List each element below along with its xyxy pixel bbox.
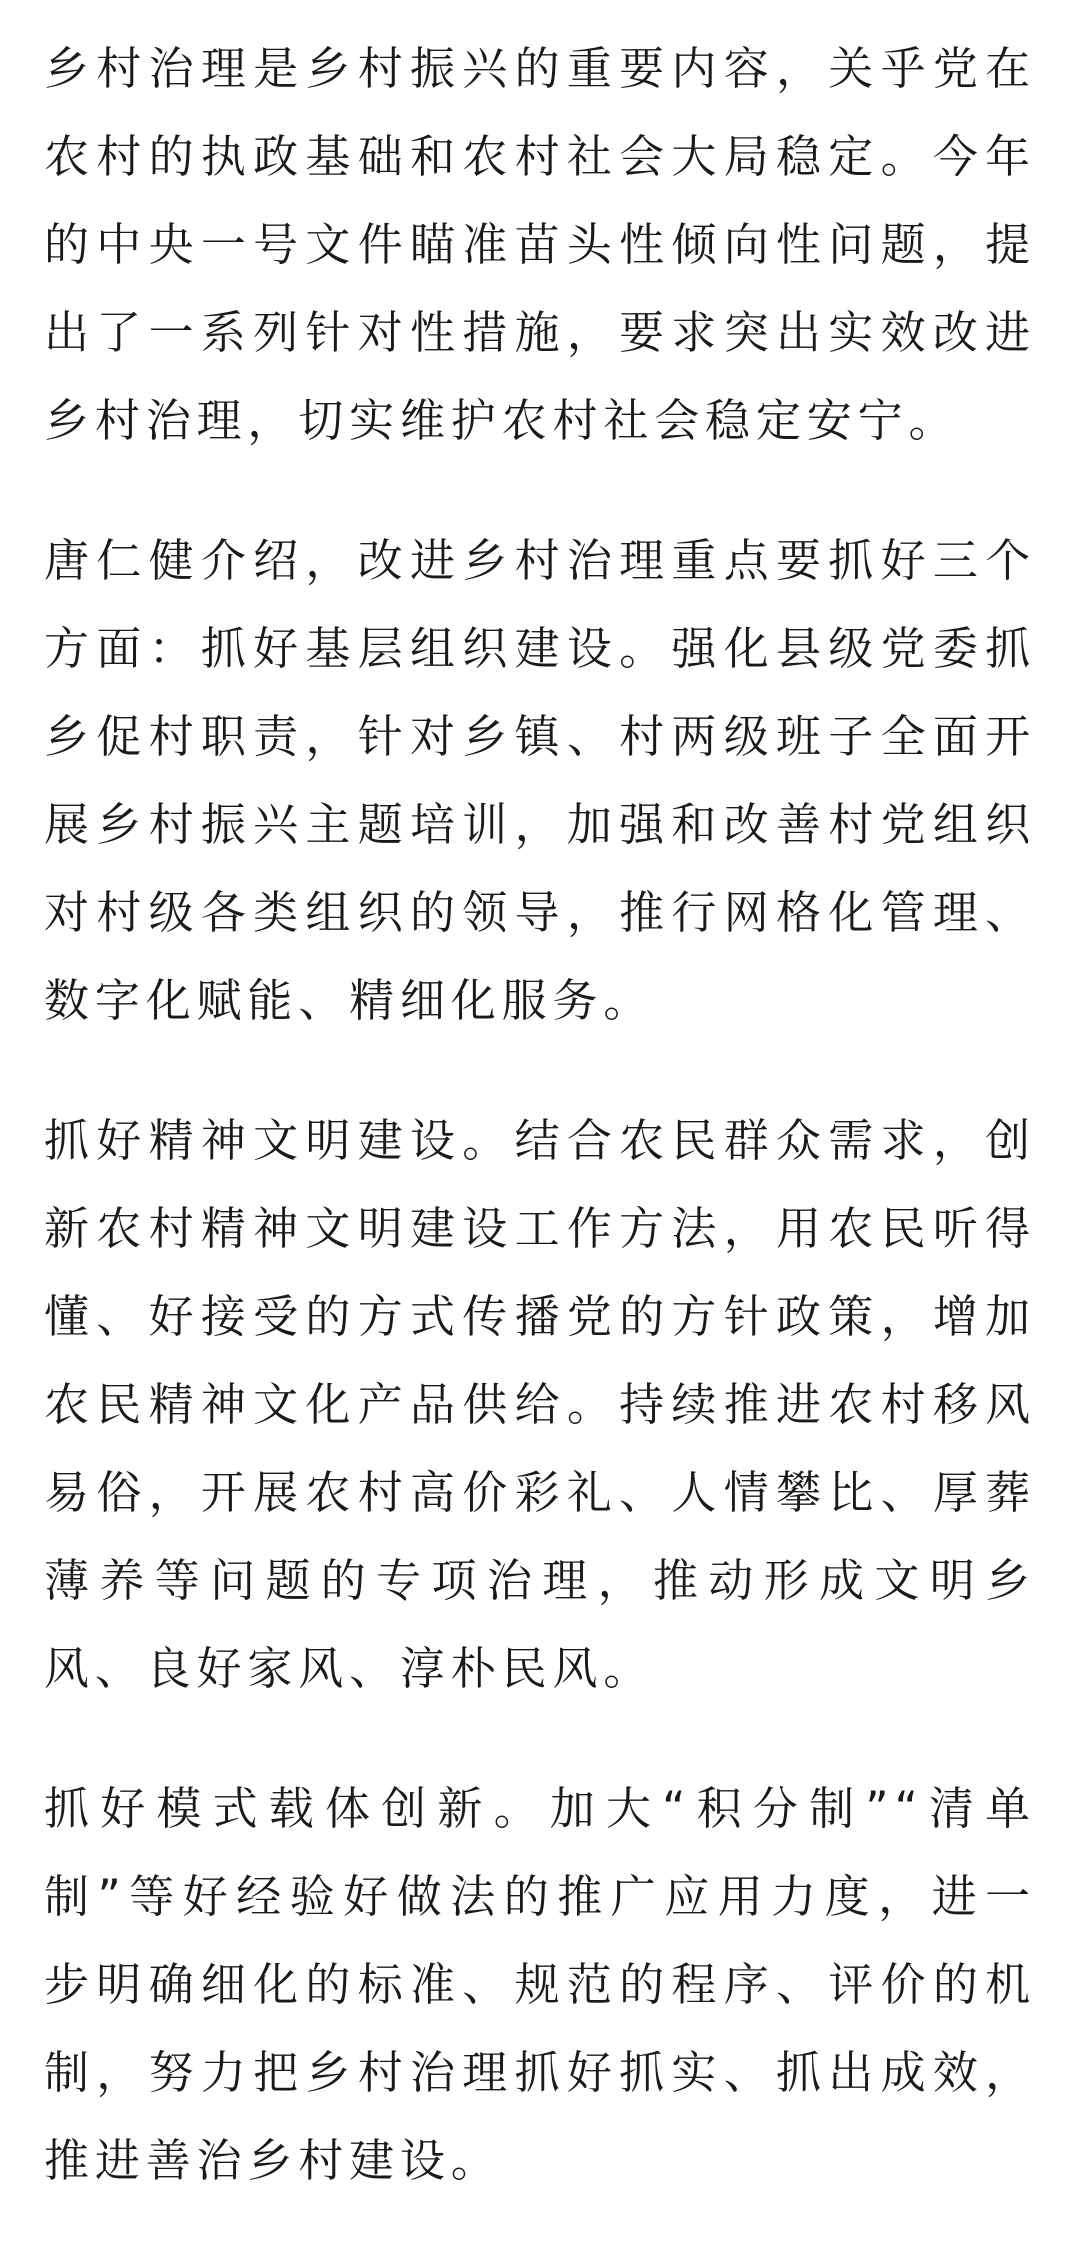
article-body [44, 25, 1036, 2257]
paragraph-rural-governance-intro: 乡村治理是乡村振兴的重要内容，关乎党在农村的执政基础和农村社会大局稳定。今年的中央一号文件瞄准苗头性倾向性问题，提出了一系列针对性措施，要求突出实效改进乡村治理，切实维护农村社会稳定安宁。 [44, 42, 1036, 447]
paragraph-spiritual-civilization: 抓好精神文明建设。结合农民群众需求，创新农村精神文明建设工作方法，用农民听得懂、好接受的方式传播党的方针政策，增加农民精神文化产品供给。持续推进农村移风易俗，开展农村高价彩礼、人情攀比、厚葬薄养等问题的专项治理，推动形成文明乡风、良好家风、淳朴民风。 [44, 1114, 1036, 1695]
paragraph-grassroots-organization: 唐仁健介绍，改进乡村治理重点要抓好三个方面：抓好基层组织建设。强化县级党委抓乡促村职责，针对乡镇、村两级班子全面开展乡村振兴主题培训，加强和改善村党组织对村级各类组织的领导，推行网格化管理、数字化赋能、精细化服务。 [44, 534, 1036, 1027]
paragraph-model-innovation: 抓好模式载体创新。加大“积分制”“清单制”等好经验好做法的推广应用力度，进一步明确细化的标准、规范的程序、评价的机制，努力把乡村治理抓好抓实、抓出成效，推进善治乡村建设。 [44, 1782, 1036, 2187]
